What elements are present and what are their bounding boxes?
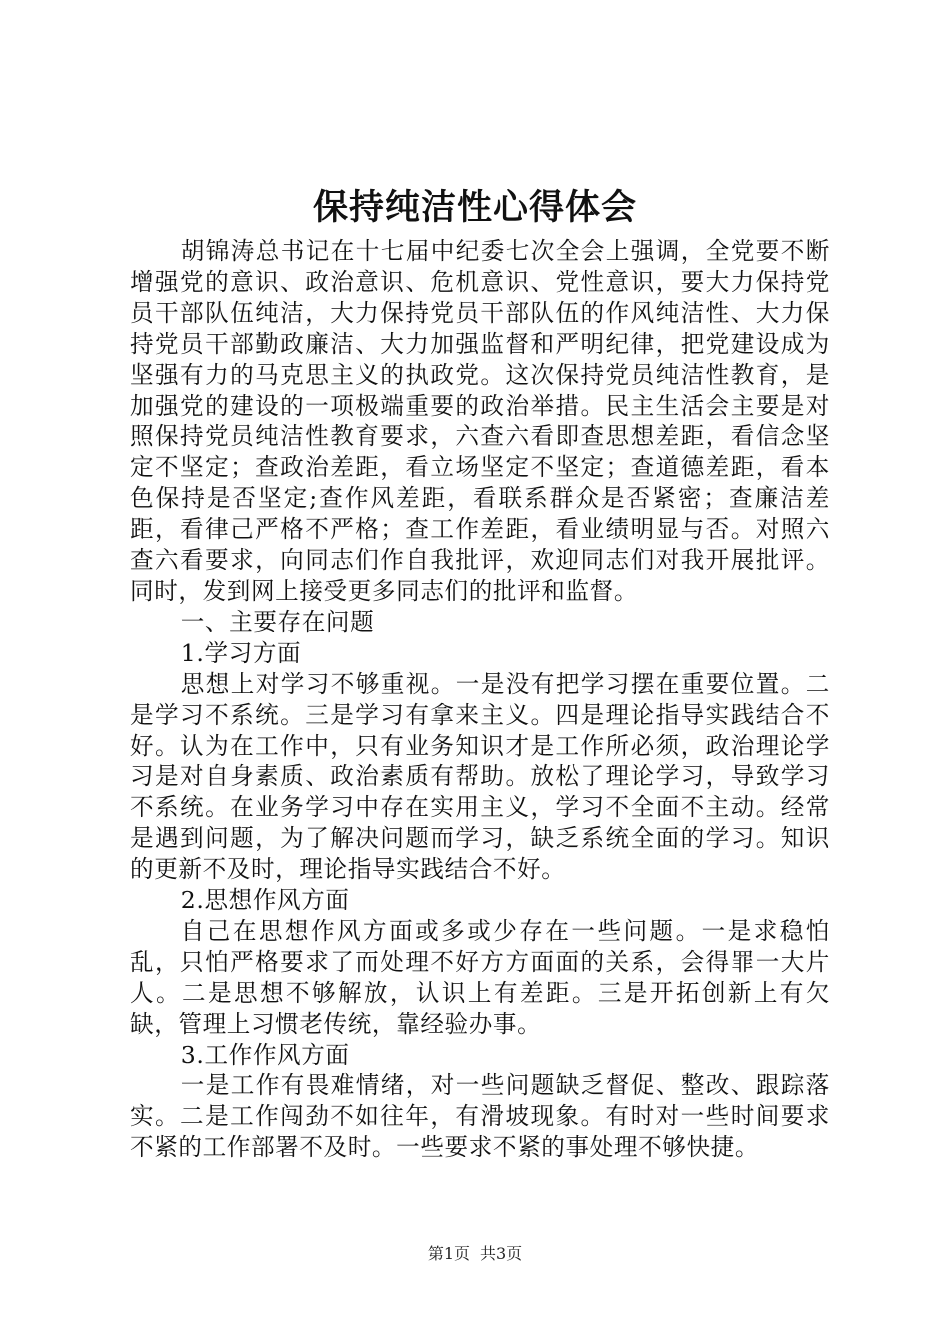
subheading-study: 1.学习方面 xyxy=(180,638,302,667)
subheading-work-style: 3.工作作风方面 xyxy=(180,1040,350,1069)
document-title: 保持纯洁性心得体会 xyxy=(312,187,637,228)
paragraph-work-style: 一是工作有畏难情绪，对一些问题缺乏督促、整改、跟踪落实。二是工作闯劲不如往年，有滑坡现象。有时对一些时间要求不紧的工作部署不及时。一些要求不紧的事处理不够快捷。 xyxy=(130,1071,830,1162)
intro-paragraph: 胡锦涛总书记在十七届中纪委七次全会上强调，全党要不断增强党的意识、政治意识、危机意识、党性意识，要大力保持党员干部队伍纯洁，大力保持党员干部队伍的作风纯洁性、大力保持党员干部勤政廉洁、大力加强监督和严明纪律，把党建设成为坚强有力的马克思主义的执政党。这次保持党员纯洁性教育，是加强党的建设的一项极端重要的政治举措。民主生活会主要是对照保持党员纯洁性教育要求，六查六看即查思想差距，看信念坚定不坚定；查政治差距，看立场坚定不坚定；查道德差距，看本色保持是否坚定;查作风差距，看联系群众是否紧密；查廉洁差距，看律己严格不严格；查工作差距，看业绩明显与否。对照六查六看要求，向同志们作自我批评，欢迎同志们对我开展批评。同时，发到网上接受更多同志们的批评和监督。 xyxy=(130,237,830,605)
document-body xyxy=(130,236,830,1163)
page-footer xyxy=(0,1244,950,1264)
paragraph-study: 思想上对学习不够重视。一是没有把学习摆在重要位置。二是学习不系统。三是学习有拿来主义。四是理论指导实践结合不好。认为在工作中，只有业务知识才是工作所必须，政治理论学习是对自身素质、政治素质有帮助。放松了理论学习，导致学习不系统。在业务学习中存在实用主义，学习不全面不主动。经常是遇到问题，为了解决问题而学习，缺乏系统全面的学习。知识的更新不及时，理论指导实践结合不好。 xyxy=(130,669,830,884)
page-number-current: 第1页 xyxy=(427,1244,470,1263)
paragraph-thinking-style: 自己在思想作风方面或多或少存在一些问题。一是求稳怕乱，只怕严格要求了而处理不好方方面面的关系，会得罪一大片人。二是思想不够解放，认识上有差距。三是开拓创新上有欠缺，管理上习惯老传统，靠经验办事。 xyxy=(130,916,830,1038)
subheading-thinking-style: 2.思想作风方面 xyxy=(180,886,350,915)
page-number-total: 共3页 xyxy=(480,1244,523,1263)
section-heading-main-problems: 一、主要存在问题 xyxy=(180,607,375,636)
